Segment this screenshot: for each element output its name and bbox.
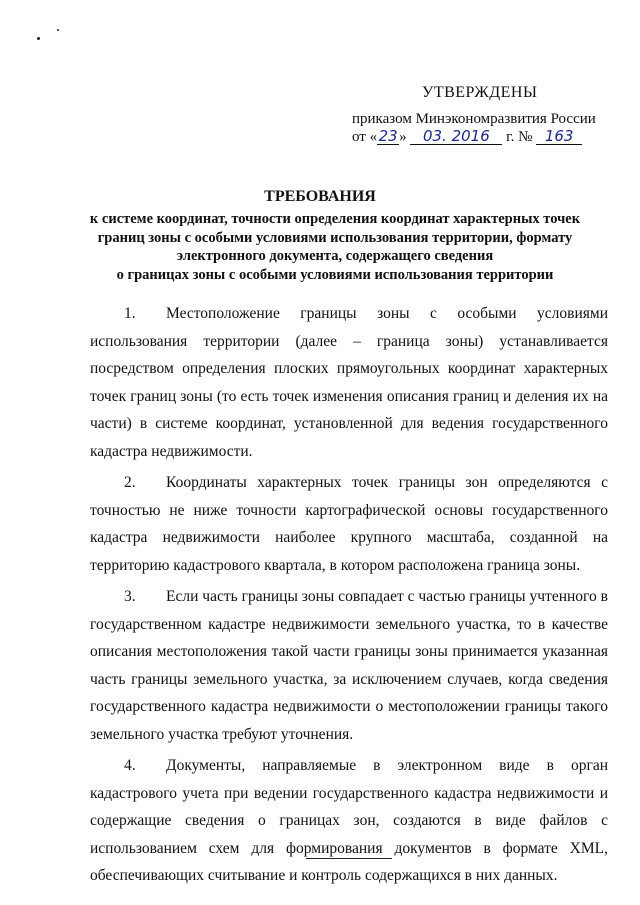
paragraph-4: [90, 752, 608, 890]
paragraph-text: Координаты характерных точек границы зон определяются с точностью не ниже точности картографической основы государственного кадастра недвижимости наиболее крупного масштаба, созданной на территорию кадастрового квартала, в котором расположена граница зоны.: [90, 474, 608, 574]
approval-heading: УТВЕРЖДЕНЫ: [422, 84, 538, 101]
handwritten-day: 23: [378, 127, 398, 145]
paragraph-number: 4.: [124, 757, 136, 774]
subtitle-line: к системе координат, точности определения координат характерных точек: [89, 211, 581, 227]
paragraph-text: Местоположение границы зоны с особыми условиями использования территории (далее – граница зоны) устанавливается посредством определения плоских прямоугольных координат характерных точек границ зоны (то есть точек изменения описания границ и деления их на части) в системе координат, установленной для ведения государственного кадастра недвижимости.: [90, 305, 608, 460]
order-date-number: [352, 128, 596, 146]
paragraph-1: [90, 300, 608, 465]
from-prefix: от «: [352, 129, 378, 145]
subtitle-line: границ зоны с особыми условиями использования территории, формату: [97, 229, 573, 246]
document-subtitle: [60, 210, 610, 284]
document-title: ТРЕБОВАНИЯ: [264, 188, 376, 205]
paragraph-number: 2.: [124, 474, 136, 491]
scan-speck-1: [37, 37, 40, 40]
paragraph-text: Документы, направляемые в электронном виде в орган кадастрового учета при ведении государственного кадастра недвижимости и содержащие сведения о границах зон, создаются в виде файлов с использованием схем для формирования документов в формате XML, обеспечивающих считывание и контроль содержащихся в них данных.: [90, 757, 608, 884]
paragraph-number: 3.: [124, 588, 136, 605]
quote-close: »: [399, 129, 407, 145]
paragraph-2: [90, 469, 608, 579]
order-block: [352, 110, 596, 146]
handwritten-order-number: 163: [536, 129, 582, 145]
subtitle-line: о границах зоны с особыми условиями использования территории: [116, 266, 554, 283]
paragraph-text: Если часть границы зоны совпадает с частью границы учтенного в государственном кадастре недвижимости земельного участка, то в качестве описания местоположения такой части границы зоны принимается указанная часть границы земельного участка, за исключением случаев, когда сведения государственного кадастра недвижимости о местоположении границы такого земельного участка требуют уточнения.: [90, 588, 608, 743]
scan-speck-2: [57, 29, 59, 31]
end-divider: [306, 858, 392, 859]
handwritten-month-year: 03. 2016: [410, 129, 502, 145]
order-line: приказом Минэкономразвития России: [352, 111, 596, 127]
year-number-suffix: г. №: [506, 129, 533, 145]
paragraph-number: 1.: [124, 305, 136, 322]
paragraph-3: [90, 583, 608, 748]
subtitle-line: электронного документа, содержащего сведения: [176, 248, 494, 264]
document-body: [90, 300, 608, 894]
